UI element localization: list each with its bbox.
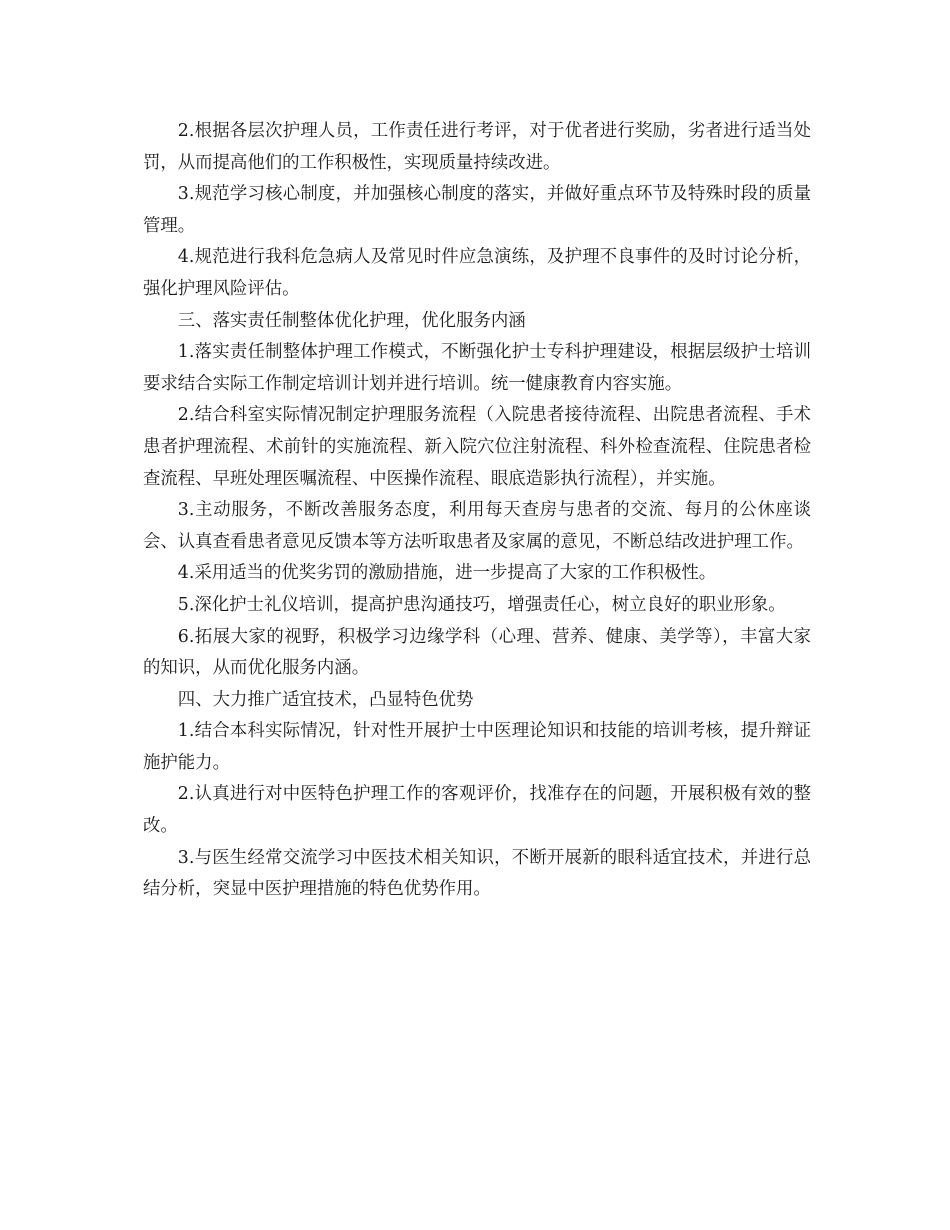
section-heading-4: 四、大力推广适宜技术，凸显特色优势	[177, 689, 474, 710]
section-heading-3: 三、落实责任制整体优化护理，优化服务内涵	[177, 310, 526, 331]
paragraph-4-incentives: 4.采用适当的优奖劣罚的激励措施，进一步提高了大家的工作积极性。	[177, 563, 717, 584]
paragraph-4-emergency-drill: 4.规范进行我科危急病人及常见时件应急演练，及护理不良事件的及时讨论分析，强化护理风险评估。	[143, 247, 811, 299]
paragraph-2-evaluation: 2.根据各层次护理人员，工作责任进行考评，对于优者进行奖励，劣者进行适当处罚，从而提高他们的工作积极性，实现质量持续改进。	[143, 121, 811, 173]
document-body	[143, 116, 811, 906]
paragraph-2-service-process: 2.结合科室实际情况制定护理服务流程（入院患者接待流程、出院患者流程、手术患者护理流程、术前针的实施流程、新入院穴位注射流程、科外检查流程、住院患者检查流程、早班处理医嘱流程、中医操作流程、眼底造影执行流程），并实施。	[143, 405, 811, 489]
paragraph-3-core-system: 3.规范学习核心制度，并加强核心制度的落实，并做好重点环节及特殊时段的质量管理。	[143, 184, 811, 236]
paragraph-5-etiquette-training: 5.深化护士礼仪培训，提高护患沟通技巧，增强责任心，树立良好的职业形象。	[177, 594, 786, 615]
paragraph-2-tcm-evaluation: 2.认真进行对中医特色护理工作的客观评价，找准存在的问题，开展积极有效的整改。	[143, 784, 811, 837]
paragraph-3-active-service: 3.主动服务，不断改善服务态度，利用每天查房与患者的交流、每月的公休座谈会、认真查看患者意见反馈本等方法听取患者及家属的意见，不断总结改进护理工作。	[143, 500, 811, 552]
paragraph-6-broaden-vision: 6.拓展大家的视野，积极学习边缘学科（心理、营养、健康、美学等），丰富大家的知识，从而优化服务内涵。	[143, 626, 811, 679]
paragraph-3-tcm-techniques: 3.与医生经常交流学习中医技术相关知识，不断开展新的眼科适宜技术，并进行总结分析，突显中医护理措施的特色优势作用。	[143, 847, 811, 900]
paragraph-1-tcm-training: 1.结合本科实际情况，针对性开展护士中医理论知识和技能的培训考核，提升辩证施护能力。	[143, 721, 811, 773]
paragraph-1-responsibility-nursing: 1.落实责任制整体护理工作模式，不断强化护士专科护理建设，根据层级护士培训要求结合实际工作制定培训计划并进行培训。统一健康教育内容实施。	[143, 342, 811, 394]
